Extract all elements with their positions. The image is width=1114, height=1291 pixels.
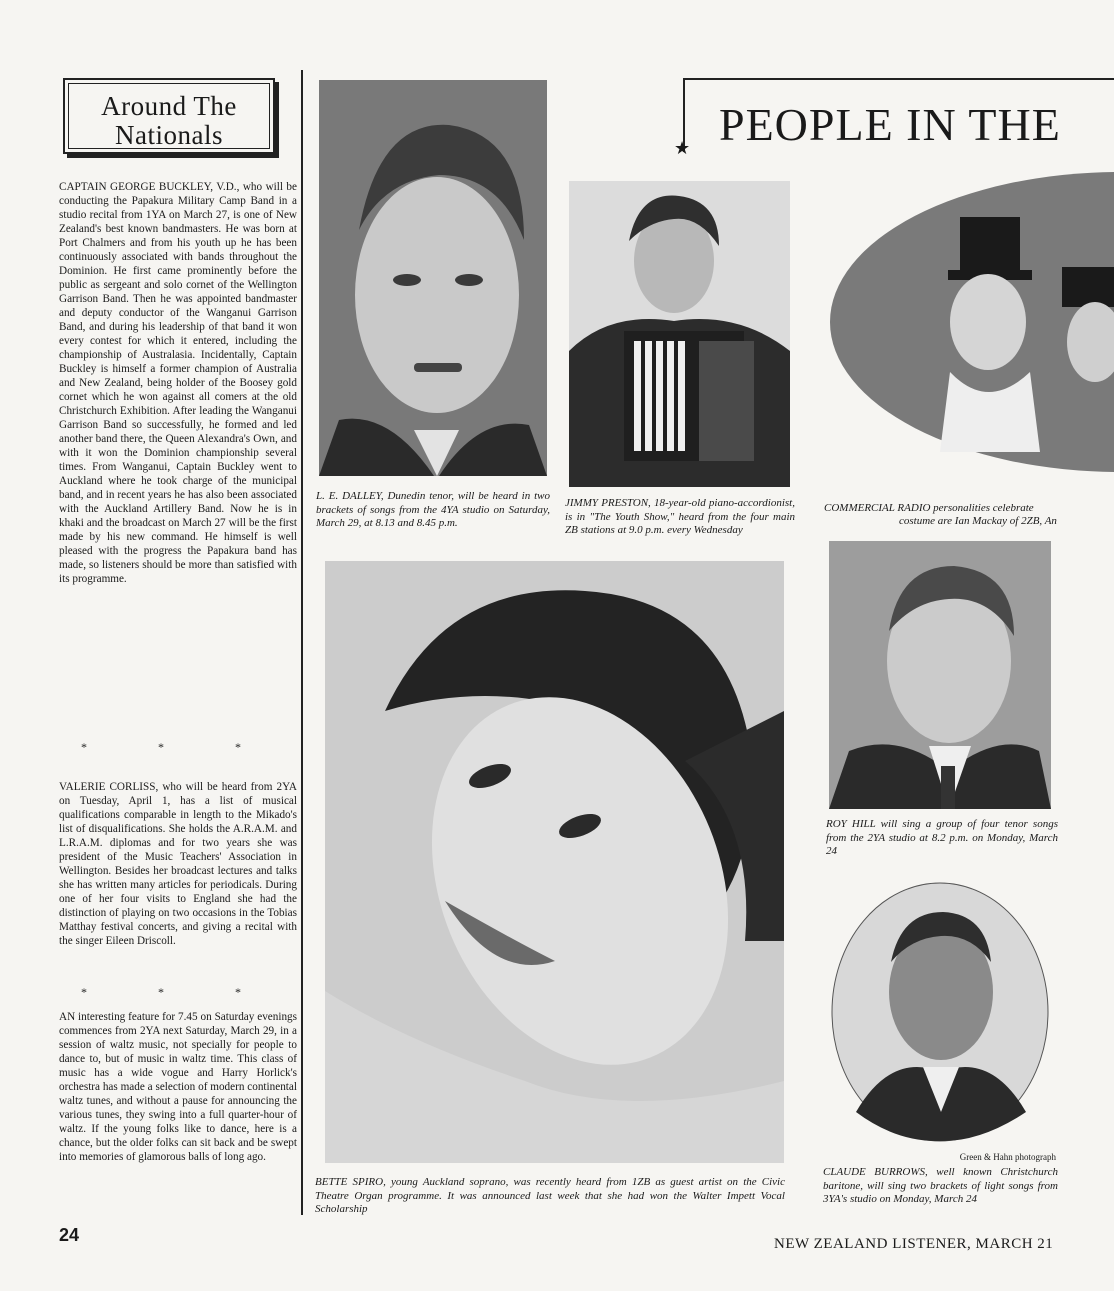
article-corliss: VALERIE CORLISS, who will be heard from 2YA on Tuesday, April 1, has a list of musical qualifications comparable in length to the Mikado's list of disqualifications. She holds the A.R.A.M. and L.R.A.M. diplomas and for two years she was president of the Music Teachers' Association in Wellington. Besides her broadcast lectures and talks she has written many articles for periodicals. During one of her four visits to England she had the distinction of playing on two occasions in the Tobias Matthay festival concerts, and giving a recital with the singer Eileen Driscoll. xyxy=(59,781,297,947)
section-separator: * * * xyxy=(81,740,275,754)
article-buckley: CAPTAIN GEORGE BUCKLEY, V.D., who will be conducting the Papakura Military Camp Band in a studio recital from 1YA on March 27, is one of New Zealand's best known bandmasters. He was born at Port Chalmers and from his youth up he has been continuously associated with bands throughout the Dominion. He first came prominently before the public as sergeant and solo cornet of the Wellington Garrison Band. Then he was appointed bandmaster and deputy conductor of the Wanganui Garrison Band, and during his leadership of that band it won every contest for which it entered, including the championship of Australasia. Incidentally, Captain Buckley is himself a former champion of Australia and New Zealand, being holder of the Boosey gold cornet which he won against all comers at the old Christchurch Exhibition. After leading the Wanganui Garrison Band so successfully, he formed and led another band there, the Queen Alexandra's Own, and with it won the Dominion championship several times. From Wanganui, Captain Buckley went to Auckland where he took charge of the municipal band, and in recent years he has also been associated with the Auckland Artillery Band. Now he is in khaki and the broadcast on March 27 will be the first made by his new command. He himself is well pleased with the progress the Papakura band has made, so listeners should be more than satisfied with its programme. xyxy=(59,181,297,585)
column-title-line2: Nationals xyxy=(115,120,223,150)
page-heading-box xyxy=(683,78,1114,152)
column-title-box xyxy=(63,78,275,154)
photo-spiro xyxy=(325,561,784,1163)
article-waltz: AN interesting feature for 7.45 on Saturday evenings commences from 2YA next Saturday, March 29, in a session of waltz music, not specially for people to dance to, but of music in waltz time. This class of music has a wide vogue and Harry Horlick's orchestra has made a selection of modern continental waltz tunes, and without a pause for announcing the various tunes, they swing into a full quarter-hour of waltz. If the young folks like to dance, here is a chance, but the older folks can sit back and be swept into memories of glamorous balls of long ago. xyxy=(59,1011,297,1163)
photo-burrows xyxy=(831,882,1049,1142)
caption-dalley: L. E. DALLEY, Dunedin tenor, will be heard in two brackets of songs from the 4YA studio on Saturday, March 29, at 8.13 and 8.45 p.m. xyxy=(316,490,550,529)
column-title-line1: Around The xyxy=(101,91,237,121)
caption-spiro: BETTE SPIRO, young Auckland soprano, was recently heard from 1ZB as guest artist on the Civic Theatre Organ programme. It was announced last week that she had won the Walter Impett Vocal Scholarship xyxy=(315,1176,785,1215)
page-title: PEOPLE IN THE xyxy=(719,99,1061,150)
photo-preston xyxy=(569,181,790,487)
photo-commercial-radio xyxy=(830,172,1114,472)
caption-commercial-line2: costume are Ian Mackay of 2ZB, An xyxy=(899,515,1057,527)
photo-dalley xyxy=(319,80,547,476)
section-separator: * * * xyxy=(81,985,275,999)
caption-commercial-line1: COMMERCIAL RADIO personalities celebrate xyxy=(824,502,1034,514)
caption-burrows: CLAUDE BURROWS, well known Christchurch baritone, will sing two brackets of light songs from 3YA's studio on Monday, March 24 xyxy=(823,1166,1058,1205)
publication-footer: NEW ZEALAND LISTENER, MARCH 21 xyxy=(774,1236,1054,1252)
page-number: 24 xyxy=(59,1225,80,1245)
caption-hill: ROY HILL will sing a group of four tenor songs from the 2YA studio at 8.2 p.m. on Monday, March 24 xyxy=(826,818,1058,857)
column-title-inner-border xyxy=(68,83,270,149)
photo-credit: Green & Hahn photograph xyxy=(959,1152,1056,1162)
column-divider xyxy=(301,70,303,1215)
caption-preston: JIMMY PRESTON, 18-year-old piano-accordionist, is in "The Youth Show," heard from the four main ZB stations at 9.0 p.m. every Wednesday xyxy=(565,497,795,536)
star-icon: ★ xyxy=(674,138,691,158)
photo-hill xyxy=(829,541,1051,809)
